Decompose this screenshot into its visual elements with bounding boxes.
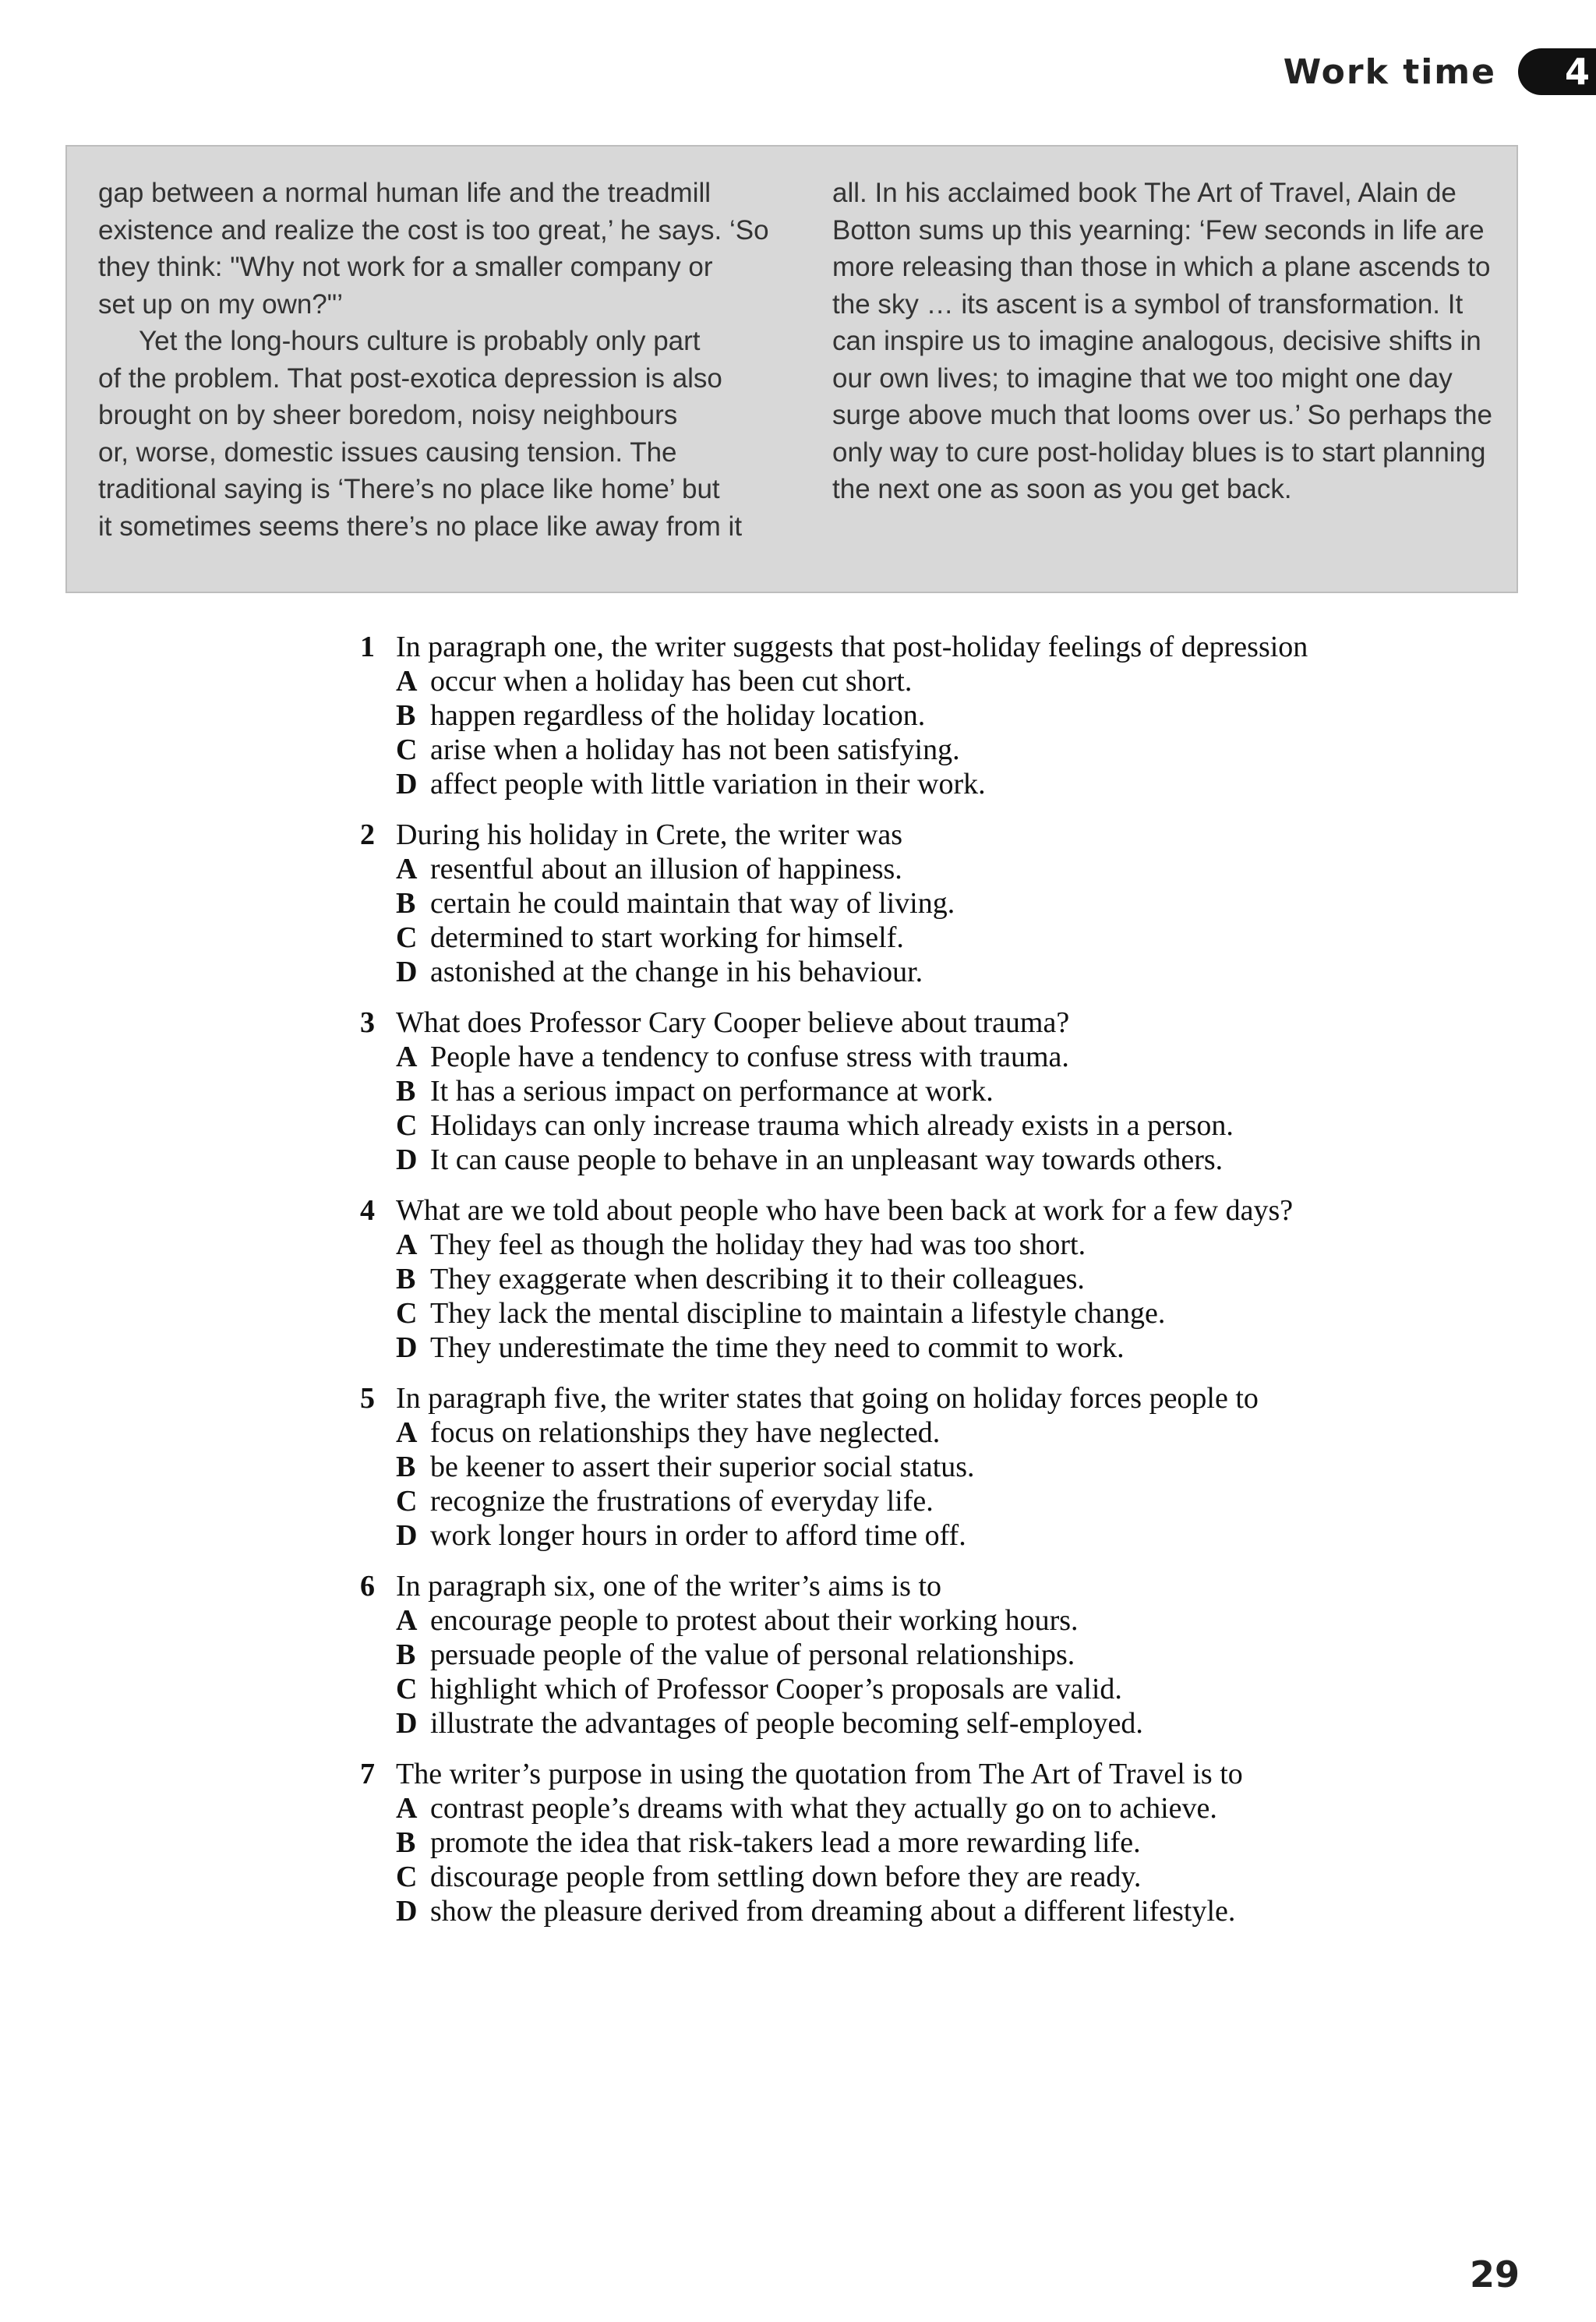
option-text: focus on relationships they have neglected. (430, 1416, 941, 1449)
question-text: What are we told about people who have been back at work for a few days? (396, 1194, 1294, 1227)
answer-option[interactable] (360, 1415, 1529, 1450)
question-text: What does Professor Cary Cooper believe about trauma? (396, 1006, 1070, 1039)
answer-option[interactable] (360, 1074, 1529, 1108)
question-stem (360, 1005, 1529, 1040)
question-item (360, 1757, 1529, 1928)
question-stem (360, 1757, 1529, 1791)
question-stem (360, 1381, 1529, 1415)
answer-option[interactable] (360, 1108, 1529, 1143)
answer-option[interactable] (360, 1450, 1529, 1484)
unit-title: Work time (1283, 51, 1496, 92)
option-letter: D (396, 1331, 418, 1364)
passage-paragraph (98, 323, 768, 545)
passage-line: gap between a normal human life and the treadmill (98, 178, 711, 208)
reading-passage-box (65, 145, 1518, 593)
passage-line: existence and realize the cost is too great,’ he says. ‘So (98, 214, 769, 246)
passage-line: our own lives; to imagine that we too might one day (832, 362, 1453, 394)
option-letter: B (396, 1451, 416, 1483)
option-letter: D (396, 1143, 418, 1176)
passage-line: set up on my own?"’ (98, 288, 343, 320)
option-letter: B (396, 887, 416, 920)
question-number: 6 (360, 1570, 375, 1603)
option-letter: C (396, 733, 418, 766)
passage-paragraph (98, 175, 768, 323)
answer-option[interactable] (360, 1860, 1529, 1894)
passage-line: can inspire us to imagine analogous, decisive shifts in (832, 326, 1481, 356)
option-letter: C (396, 1297, 418, 1330)
option-text: certain he could maintain that way of living. (430, 887, 955, 920)
answer-option[interactable] (360, 852, 1529, 886)
option-letter: A (396, 665, 418, 698)
question-number: 3 (360, 1006, 375, 1039)
passage-column-left (98, 175, 768, 545)
option-text: contrast people’s dreams with what they actually go on to achieve. (430, 1792, 1217, 1825)
option-letter: C (396, 1109, 418, 1142)
option-text: happen regardless of the holiday location. (430, 699, 926, 732)
option-letter: D (396, 1707, 418, 1740)
passage-line: they think: "Why not work for a smaller company or (98, 252, 713, 282)
option-letter: C (396, 921, 418, 954)
option-letter: D (396, 1895, 418, 1928)
option-text: They lack the mental discipline to maintain a lifestyle change. (430, 1297, 1166, 1330)
answer-option[interactable] (360, 886, 1529, 921)
option-text: work longer hours in order to afford time off. (430, 1519, 966, 1552)
option-text: show the pleasure derived from dreaming about a different lifestyle. (430, 1895, 1236, 1928)
question-item (360, 630, 1529, 801)
question-stem (360, 1569, 1529, 1603)
option-letter: C (396, 1861, 418, 1893)
passage-line: more releasing than those in which a plane ascends to (832, 252, 1491, 282)
passage-line: Yet the long-hours culture is probably only part (139, 326, 701, 356)
answer-option[interactable] (360, 1706, 1529, 1741)
passage-line: of the problem. That post-exotica depression is also (98, 362, 722, 394)
question-item (360, 818, 1529, 989)
question-number: 7 (360, 1758, 375, 1790)
option-text: discourage people from settling down before they are ready. (430, 1861, 1142, 1893)
option-letter: A (396, 1604, 418, 1637)
passage-column-right (832, 175, 1502, 508)
answer-option[interactable] (360, 664, 1529, 698)
answer-option[interactable] (360, 1040, 1529, 1074)
option-text: People have a tendency to confuse stress with trauma. (430, 1041, 1069, 1073)
answer-option[interactable] (360, 1638, 1529, 1672)
question-number: 1 (360, 631, 375, 663)
passage-line: the sky … its ascent is a symbol of transformation. It (832, 288, 1464, 320)
answer-option[interactable] (360, 1825, 1529, 1860)
option-letter: B (396, 1263, 416, 1295)
option-text: be keener to assert their superior social status. (430, 1451, 975, 1483)
option-text: resentful about an illusion of happiness. (430, 853, 902, 885)
question-item (360, 1005, 1529, 1177)
question-text: In paragraph six, one of the writer’s aims is to (396, 1570, 942, 1603)
option-letter: D (396, 1519, 418, 1552)
option-text: encourage people to protest about their working hours. (430, 1604, 1079, 1637)
question-text: During his holiday in Crete, the writer was (396, 818, 903, 851)
question-stem (360, 1193, 1529, 1228)
option-letter: B (396, 1826, 416, 1859)
passage-paragraph (832, 175, 1502, 508)
question-number: 2 (360, 818, 375, 851)
option-text: Holidays can only increase trauma which already exists in a person. (430, 1109, 1234, 1142)
answer-option[interactable] (360, 1603, 1529, 1638)
passage-line: traditional saying is ‘There’s no place like home’ but (98, 474, 720, 504)
question-text: In paragraph one, the writer suggests that post-holiday feelings of depression (396, 631, 1308, 663)
passage-line: only way to cure post-holiday blues is to start planning (832, 436, 1486, 468)
passage-line: it sometimes seems there’s no place like away from it (98, 511, 743, 542)
answer-option[interactable] (360, 767, 1529, 801)
option-text: arise when a holiday has not been satisfying. (430, 733, 960, 766)
question-number: 4 (360, 1194, 375, 1227)
option-text: astonished at the change in his behaviour. (430, 956, 923, 988)
answer-option[interactable] (360, 1331, 1529, 1365)
answer-option[interactable] (360, 955, 1529, 989)
answer-option[interactable] (360, 733, 1529, 767)
option-text: It can cause people to behave in an unpleasant way towards others. (430, 1143, 1223, 1176)
option-text: occur when a holiday has been cut short. (430, 665, 913, 698)
option-text: They exaggerate when describing it to their colleagues. (430, 1263, 1085, 1295)
answer-option[interactable] (360, 1262, 1529, 1296)
question-item (360, 1381, 1529, 1553)
option-text: illustrate the advantages of people becoming self-employed. (430, 1707, 1143, 1740)
answer-option[interactable] (360, 1143, 1529, 1177)
option-text: They underestimate the time they need to commit to work. (430, 1331, 1125, 1364)
option-text: recognize the frustrations of everyday life. (430, 1485, 934, 1518)
option-text: promote the idea that risk-takers lead a more rewarding life. (430, 1826, 1141, 1859)
option-letter: C (396, 1673, 418, 1705)
option-letter: A (396, 1792, 418, 1825)
question-list (360, 630, 1529, 1945)
option-text: highlight which of Professor Cooper’s proposals are valid. (430, 1673, 1122, 1705)
option-letter: C (396, 1485, 418, 1518)
question-item (360, 1193, 1529, 1365)
answer-option[interactable] (360, 1894, 1529, 1928)
unit-number-tab: 4 (1518, 48, 1596, 95)
page-header (1284, 47, 1596, 97)
question-stem (360, 630, 1529, 664)
answer-option[interactable] (360, 698, 1529, 733)
option-letter: A (396, 1228, 418, 1261)
option-letter: D (396, 956, 418, 988)
answer-option[interactable] (360, 1518, 1529, 1553)
answer-option[interactable] (360, 1672, 1529, 1706)
option-letter: A (396, 1041, 418, 1073)
question-text: In paragraph five, the writer states that going on holiday forces people to (396, 1382, 1259, 1415)
option-text: It has a serious impact on performance at work. (430, 1075, 994, 1108)
answer-option[interactable] (360, 1484, 1529, 1518)
question-stem (360, 818, 1529, 852)
passage-line: or, worse, domestic issues causing tension. The (98, 436, 677, 468)
passage-line: all. In his acclaimed book The Art of Travel, Alain de (832, 178, 1457, 208)
passage-line: Botton sums up this yearning: ‘Few seconds in life are (832, 214, 1485, 246)
answer-option[interactable] (360, 921, 1529, 955)
option-letter: B (396, 1075, 416, 1108)
passage-line: brought on by sheer boredom, noisy neighbours (98, 400, 678, 430)
option-letter: A (396, 853, 418, 885)
question-text: The writer’s purpose in using the quotation from The Art of Travel is to (396, 1758, 1243, 1790)
option-letter: D (396, 768, 418, 801)
page-number: 29 (1469, 2253, 1520, 2295)
answer-option[interactable] (360, 1791, 1529, 1825)
option-text: affect people with little variation in their work. (430, 768, 986, 801)
answer-option[interactable] (360, 1296, 1529, 1331)
option-letter: A (396, 1416, 418, 1449)
option-text: They feel as though the holiday they had was too short. (430, 1228, 1086, 1261)
question-item (360, 1569, 1529, 1741)
option-letter: B (396, 699, 416, 732)
answer-option[interactable] (360, 1228, 1529, 1262)
option-letter: B (396, 1638, 416, 1671)
passage-line: surge above much that looms over us.’ So perhaps the (832, 400, 1492, 430)
passage-line: the next one as soon as you get back. (832, 474, 1292, 504)
question-number: 5 (360, 1382, 375, 1415)
option-text: persuade people of the value of personal relationships. (430, 1638, 1075, 1671)
option-text: determined to start working for himself. (430, 921, 904, 954)
